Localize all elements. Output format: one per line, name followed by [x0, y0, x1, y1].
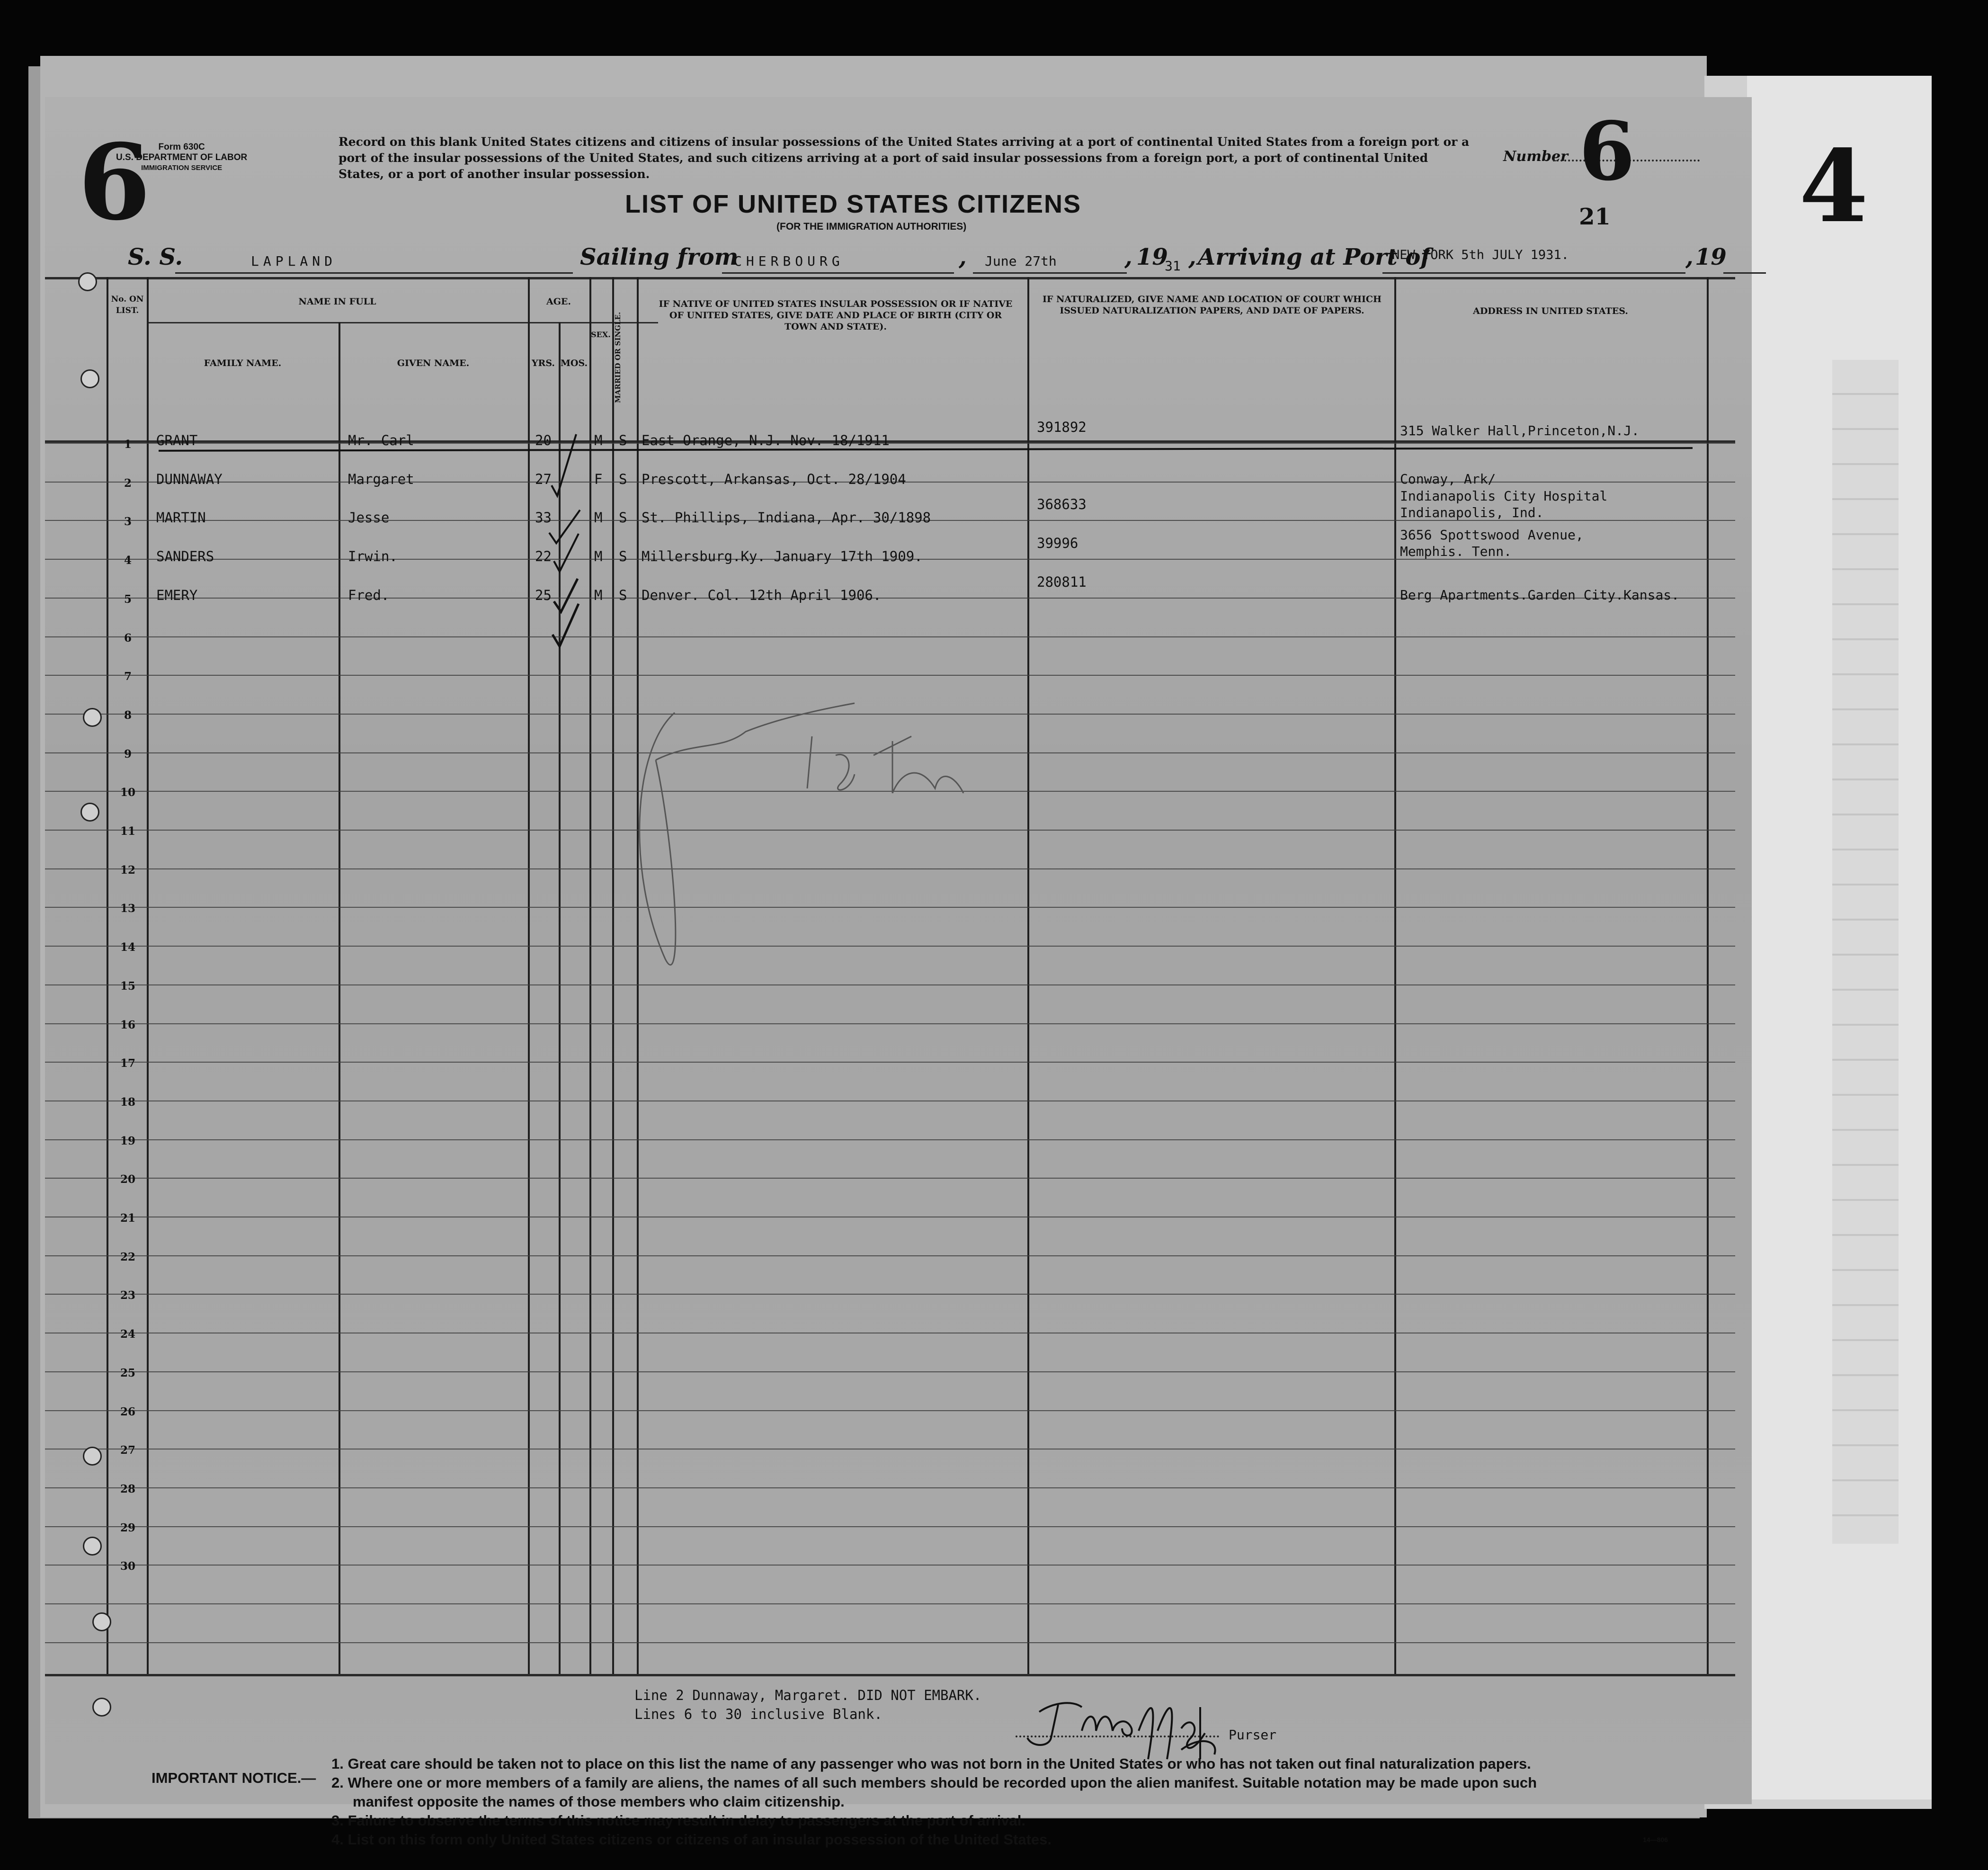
row-number: 27 [120, 1444, 135, 1457]
address: Conway, Ark/ [1400, 471, 1496, 487]
row-number: 6 [124, 631, 132, 644]
footer-note-blank: Lines 6 to 30 inclusive Blank. [634, 1706, 883, 1722]
family-name: EMERY [156, 587, 198, 603]
year-prefix: 19 [1136, 244, 1168, 270]
purser-signature [1020, 1693, 1238, 1764]
important-notice-label: IMPORTANT NOTICE.— [152, 1770, 316, 1786]
notice-item: 3. Failure to observe the terms of this notice may result in delay to passengers at the port of arrival. [331, 1812, 1026, 1829]
ss-label: S. S. [128, 244, 183, 270]
sex: M [594, 510, 603, 526]
row-number: 3 [124, 515, 132, 528]
row-number: 9 [124, 747, 132, 761]
header-yrs: YRS. [531, 358, 555, 368]
row-number: 7 [124, 670, 132, 683]
header-given-name: GIVEN NAME. [397, 358, 470, 368]
row-rule [45, 1642, 1735, 1643]
row-number: 15 [120, 979, 135, 993]
row-number: 13 [120, 902, 135, 915]
marital-status: S [619, 587, 627, 603]
age-years: 27 [535, 471, 552, 487]
row-number: 11 [120, 825, 135, 838]
sex: M [594, 587, 603, 603]
row-number: 4 [124, 554, 132, 567]
given-name: Margaret [348, 471, 414, 487]
punch-hole [83, 1447, 102, 1466]
marital-status: S [619, 471, 627, 487]
port-to: NEW YORK 5th JULY 1931. [1392, 248, 1569, 262]
row-number: 14 [120, 941, 135, 954]
punch-hole [80, 803, 99, 822]
address-line-2: Indianapolis, Ind. [1400, 505, 1544, 521]
marital-status: S [619, 510, 627, 526]
age-years: 20 [535, 432, 552, 448]
passenger-table [45, 277, 1752, 1674]
header-mos: MOS. [560, 358, 588, 368]
header-naturalized: IF NATURALIZED, GIVE NAME AND LOCATION OF COURT WHICH ISSUED NATURALIZATION PAPERS, AND DATE OF PAPERS. [1043, 294, 1382, 316]
row-rule [45, 1565, 1735, 1566]
header-family-name: FAMILY NAME. [204, 358, 282, 368]
address: Indianapolis City Hospital [1400, 488, 1608, 504]
punch-hole [83, 708, 102, 727]
punch-hole [78, 272, 97, 291]
row-number: 30 [120, 1560, 135, 1573]
department: U.S. DEPARTMENT OF LABOR [116, 152, 248, 162]
notice-item: manifest opposite the names of those members who claim citizenship. [353, 1793, 845, 1810]
sex: M [594, 432, 603, 448]
row-number: 21 [120, 1212, 135, 1225]
arriving-label: Arriving at Port of [1198, 244, 1430, 270]
sex: F [594, 471, 603, 487]
side-sheet-number: 4 [1799, 128, 1869, 245]
family-name: MARTIN [156, 510, 206, 526]
form-id: Form 630C [158, 142, 205, 152]
adjacent-sheet-lines [1832, 360, 1899, 1544]
row-rule [45, 675, 1735, 676]
row-rule [45, 1410, 1735, 1411]
row-rule [45, 1371, 1735, 1372]
row-number: 18 [120, 1095, 135, 1109]
row-number: 24 [120, 1328, 135, 1341]
row-rule [45, 1178, 1735, 1179]
number-value: 6 [1579, 104, 1635, 199]
given-name: Irwin. [348, 548, 398, 565]
row-number: 5 [124, 592, 132, 606]
naturalization-number: 39996 [1037, 535, 1079, 552]
sailing-label: Sailing from [580, 244, 739, 270]
service: IMMIGRATION SERVICE [141, 164, 223, 172]
notice-list [331, 1754, 1728, 1849]
address-line-2: Memphis. Tenn. [1400, 544, 1512, 560]
check-marks [547, 419, 642, 703]
date-from: June 27th [985, 253, 1057, 269]
row-rule [45, 1294, 1735, 1295]
header-married-single: MARRIED OR SINGLE. [614, 312, 622, 403]
header-age: AGE. [546, 296, 571, 307]
row-number: 19 [120, 1134, 135, 1147]
row-number: 23 [120, 1289, 135, 1302]
notice-item: 1. Great care should be taken not to place on this list the name of any passenger who was not born in the United States or who has not taken out final naturalization papers. [331, 1755, 1531, 1772]
birth-place-date: Millersburg.Ky. January 17th 1909. [642, 548, 923, 565]
notice-item: 2. Where one or more members of a family are aliens, the names of all such members should be recorded upon the alien manifest. Suitable notation may be made upon such [331, 1774, 1537, 1791]
row-rule [45, 443, 1735, 444]
punch-hole [83, 1537, 102, 1556]
header-birth: IF NATIVE OF UNITED STATES INSULAR POSSESSION OR IF NATIVE OF UNITED STATES, GIVE DATE AND PLACE OF BIRTH (CITY OR TOWN AND STATE). [659, 299, 1013, 332]
manifest-form [45, 97, 1752, 1848]
year-suffix: 31 [1165, 258, 1181, 274]
notice-item: 4. List on this form only United States citizens or citizens of an insular possession of the United States. [331, 1831, 1052, 1848]
header-address: ADDRESS IN UNITED STATES. [1473, 306, 1628, 316]
row-number: 17 [120, 1057, 135, 1070]
address: 315 Walker Hall,Princeton,N.J. [1400, 423, 1640, 438]
age-years: 33 [535, 510, 552, 526]
row-number: 8 [124, 708, 132, 722]
row-number: 20 [120, 1173, 135, 1186]
given-name: Jesse [348, 510, 390, 526]
footer-note-line2: Line 2 Dunnaway, Margaret. DID NOT EMBARK. [634, 1687, 982, 1703]
marital-status: S [619, 432, 627, 448]
row-number: 12 [120, 863, 135, 877]
row-number: 29 [120, 1521, 135, 1534]
family-name: SANDERS [156, 548, 214, 565]
row-rule [45, 636, 1735, 637]
punch-hole [92, 1612, 111, 1631]
row-rule [45, 1139, 1735, 1140]
naturalization-number: 368633 [1037, 496, 1087, 513]
address: 3656 Spottswood Avenue, [1400, 527, 1584, 543]
sheet-number: 21 [1579, 204, 1611, 230]
punch-hole [80, 369, 99, 388]
port-from: CHERBOURG [734, 253, 844, 269]
row-number: 16 [120, 1018, 135, 1031]
naturalization-number: 280811 [1037, 573, 1087, 590]
row-rule [45, 1255, 1735, 1256]
row-rule [45, 1526, 1735, 1527]
age-years: 25 [535, 587, 552, 603]
family-name: DUNNAWAY [156, 471, 223, 487]
birth-place-date: East Orange, N.J. Nov. 18/1911 [642, 432, 890, 448]
purser-label: Purser [1229, 1727, 1277, 1743]
header-name-in-full: NAME IN FULL [298, 296, 376, 307]
page-title: LIST OF UNITED STATES CITIZENS [625, 190, 1081, 218]
big-number-left: 6 [78, 121, 151, 243]
row-number: 10 [120, 786, 135, 799]
given-name: Mr. Carl [348, 432, 414, 448]
row-rule [45, 1487, 1735, 1488]
age-years: 22 [535, 548, 552, 565]
voyage-row: S. S. LAPLAND Sailing from CHERBOURG , June 27th , 19 31 , Arriving at Port of NEW YORK 5th JULY 1931. , 19 [128, 244, 1690, 277]
row-number: 22 [120, 1250, 135, 1263]
address: Berg Apartments.Garden City.Kansas. [1400, 587, 1680, 603]
family-name: GRANT [156, 432, 198, 448]
row-number: 1 [124, 438, 132, 451]
year2: 19 [1695, 244, 1727, 270]
row-number: 25 [120, 1366, 135, 1379]
naturalization-number: 391892 [1037, 419, 1087, 435]
birth-place-date: Prescott, Arkansas, Oct. 28/1904 [642, 471, 906, 487]
row-number: 26 [120, 1405, 135, 1418]
row-number: 2 [124, 476, 132, 490]
number-label: Number [1503, 148, 1568, 165]
header-no-on-list: No. ON LIST. [111, 295, 144, 315]
print-code: 14—806 [1643, 1836, 1668, 1843]
handwritten-annotation [589, 694, 1016, 1073]
marital-status: S [619, 548, 627, 565]
row-number: 28 [120, 1482, 135, 1495]
row-rule [45, 1603, 1735, 1604]
form-header [116, 142, 247, 173]
birth-place-date: St. Phillips, Indiana, Apr. 30/1898 [642, 510, 931, 526]
ship-name: LAPLAND [251, 253, 337, 269]
page-subtitle: (FOR THE IMMIGRATION AUTHORITIES) [776, 221, 967, 232]
birth-place-date: Denver. Col. 12th April 1906. [642, 587, 882, 603]
form-instructions: Record on this blank United States citizens and citizens of insular possessions of the United States arriving at a port of continental United States from a foreign port or a port of the insular possessions of the United States, and such citizens arriving at a port of said insular possessions from a foreign port, a port of continental United States, or a port of another insular possession. [339, 135, 1470, 181]
header-sex: SEX. [591, 330, 611, 339]
sex: M [594, 548, 603, 565]
given-name: Fred. [348, 587, 390, 603]
